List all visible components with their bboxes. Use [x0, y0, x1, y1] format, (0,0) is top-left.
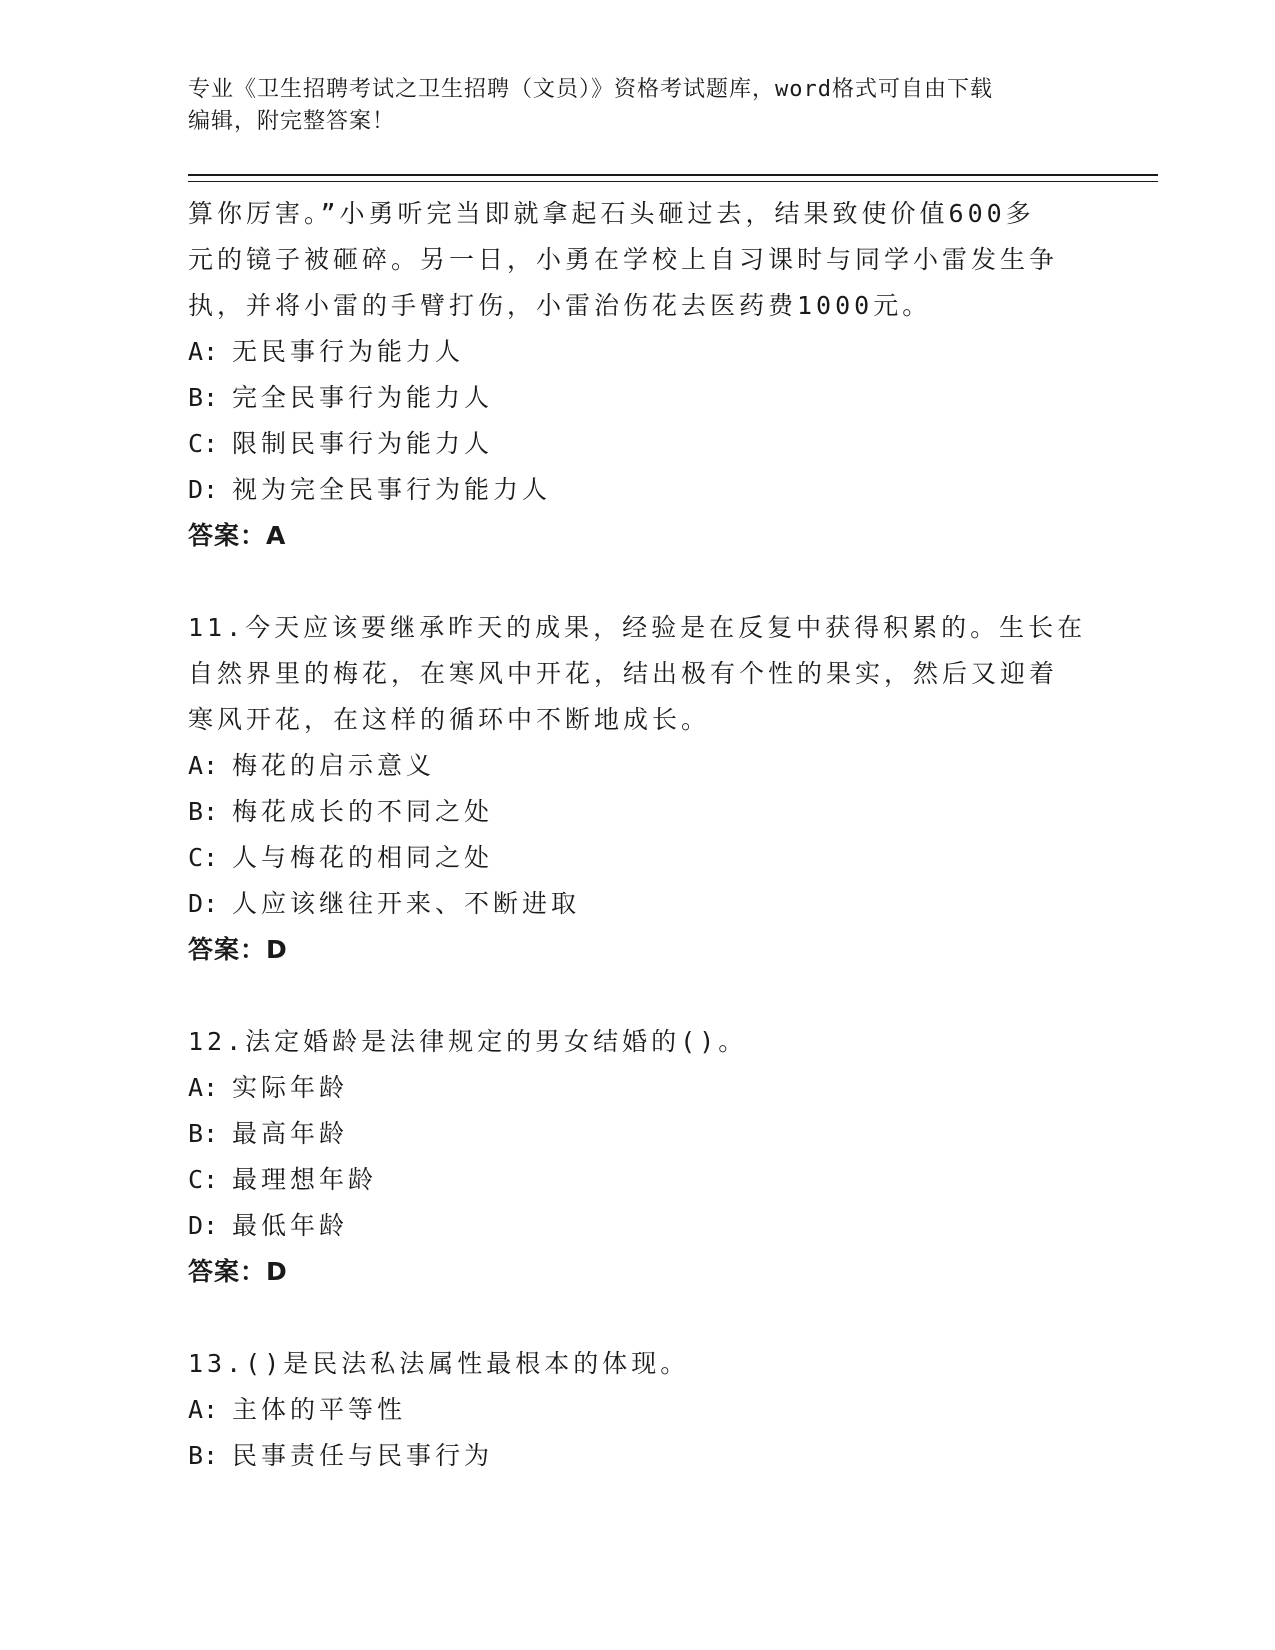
- option-text: 最低年龄: [232, 1211, 349, 1240]
- option-letter: B:: [188, 797, 219, 826]
- answer-line: 答案：D: [188, 1257, 288, 1286]
- option-c: [188, 835, 1088, 881]
- option-a: [188, 743, 1088, 789]
- option-text: 最理想年龄: [232, 1165, 378, 1194]
- option-text: 最高年龄: [232, 1119, 349, 1148]
- question-content: [188, 191, 1088, 1479]
- answer-line: 答案：A: [188, 521, 287, 550]
- question-stem-line: 自然界里的梅花，在寒风中开花，结出极有个性的果实，然后又迎着: [188, 659, 1059, 688]
- header-rule-thick: [188, 174, 1158, 176]
- option-d: [188, 467, 1088, 513]
- option-text: 视为完全民事行为能力人: [232, 475, 552, 504]
- header-line-2: 编辑，附完整答案！: [188, 109, 396, 134]
- spacer: [188, 973, 1088, 1019]
- answer-line: 答案：D: [188, 935, 288, 964]
- option-text: 人与梅花的相同之处: [232, 843, 494, 872]
- option-letter: A:: [188, 1395, 219, 1424]
- option-text: 限制民事行为能力人: [232, 429, 494, 458]
- header-rule-thin: [188, 181, 1158, 182]
- option-text: 梅花的启示意义: [232, 751, 436, 780]
- option-letter: D:: [188, 889, 219, 918]
- option-d: [188, 881, 1088, 927]
- option-letter: D:: [188, 1211, 219, 1240]
- option-text: 人应该继往开来、不断进取: [232, 889, 581, 918]
- header-line-1: 专业《卫生招聘考试之卫生招聘（文员）》资格考试题库，word格式可自由下载: [188, 77, 993, 102]
- question-12: [188, 1019, 1088, 1295]
- question-stem-line: 元的镜子被砸碎。另一日，小勇在学校上自习课时与同学小雷发生争: [188, 245, 1059, 274]
- option-d: [188, 1203, 1088, 1249]
- page-header: [188, 74, 1068, 138]
- option-letter: A:: [188, 1073, 219, 1102]
- question-stem-line: 寒风开花，在这样的循环中不断地成长。: [188, 705, 711, 734]
- option-text: 实际年龄: [232, 1073, 349, 1102]
- option-letter: D:: [188, 475, 219, 504]
- option-letter: B:: [188, 1119, 219, 1148]
- option-letter: C:: [188, 843, 219, 872]
- option-b: [188, 1433, 1088, 1479]
- option-b: [188, 789, 1088, 835]
- question-11: [188, 605, 1088, 973]
- question-10: [188, 191, 1088, 559]
- option-text: 梅花成长的不同之处: [232, 797, 494, 826]
- spacer: [188, 559, 1088, 605]
- question-stem-line: 12.法定婚龄是法律规定的男女结婚的()。: [188, 1027, 748, 1056]
- option-text: 无民事行为能力人: [232, 337, 465, 366]
- option-a: [188, 1387, 1088, 1433]
- option-letter: C:: [188, 1165, 219, 1194]
- question-13: [188, 1341, 1088, 1479]
- question-stem-line: 执，并将小雷的手臂打伤，小雷治伤花去医药费1000元。: [188, 291, 932, 320]
- option-a: [188, 329, 1088, 375]
- spacer: [188, 1295, 1088, 1341]
- option-letter: A:: [188, 751, 219, 780]
- question-stem-line: 算你厉害。”小勇听完当即就拿起石头砸过去，结果致使价值600多: [188, 199, 1035, 228]
- option-letter: B:: [188, 383, 219, 412]
- option-c: [188, 1157, 1088, 1203]
- option-letter: B:: [188, 1441, 219, 1470]
- option-text: 民事责任与民事行为: [232, 1441, 494, 1470]
- question-stem-line: 13.()是民法私法属性最根本的体现。: [188, 1349, 690, 1378]
- option-letter: C:: [188, 429, 219, 458]
- option-letter: A:: [188, 337, 219, 366]
- question-stem-line: 11.今天应该要继承昨天的成果，经验是在反复中获得积累的。生长在: [188, 613, 1087, 642]
- option-b: [188, 1111, 1088, 1157]
- option-text: 完全民事行为能力人: [232, 383, 494, 412]
- option-c: [188, 421, 1088, 467]
- option-b: [188, 375, 1088, 421]
- option-a: [188, 1065, 1088, 1111]
- option-text: 主体的平等性: [232, 1395, 407, 1424]
